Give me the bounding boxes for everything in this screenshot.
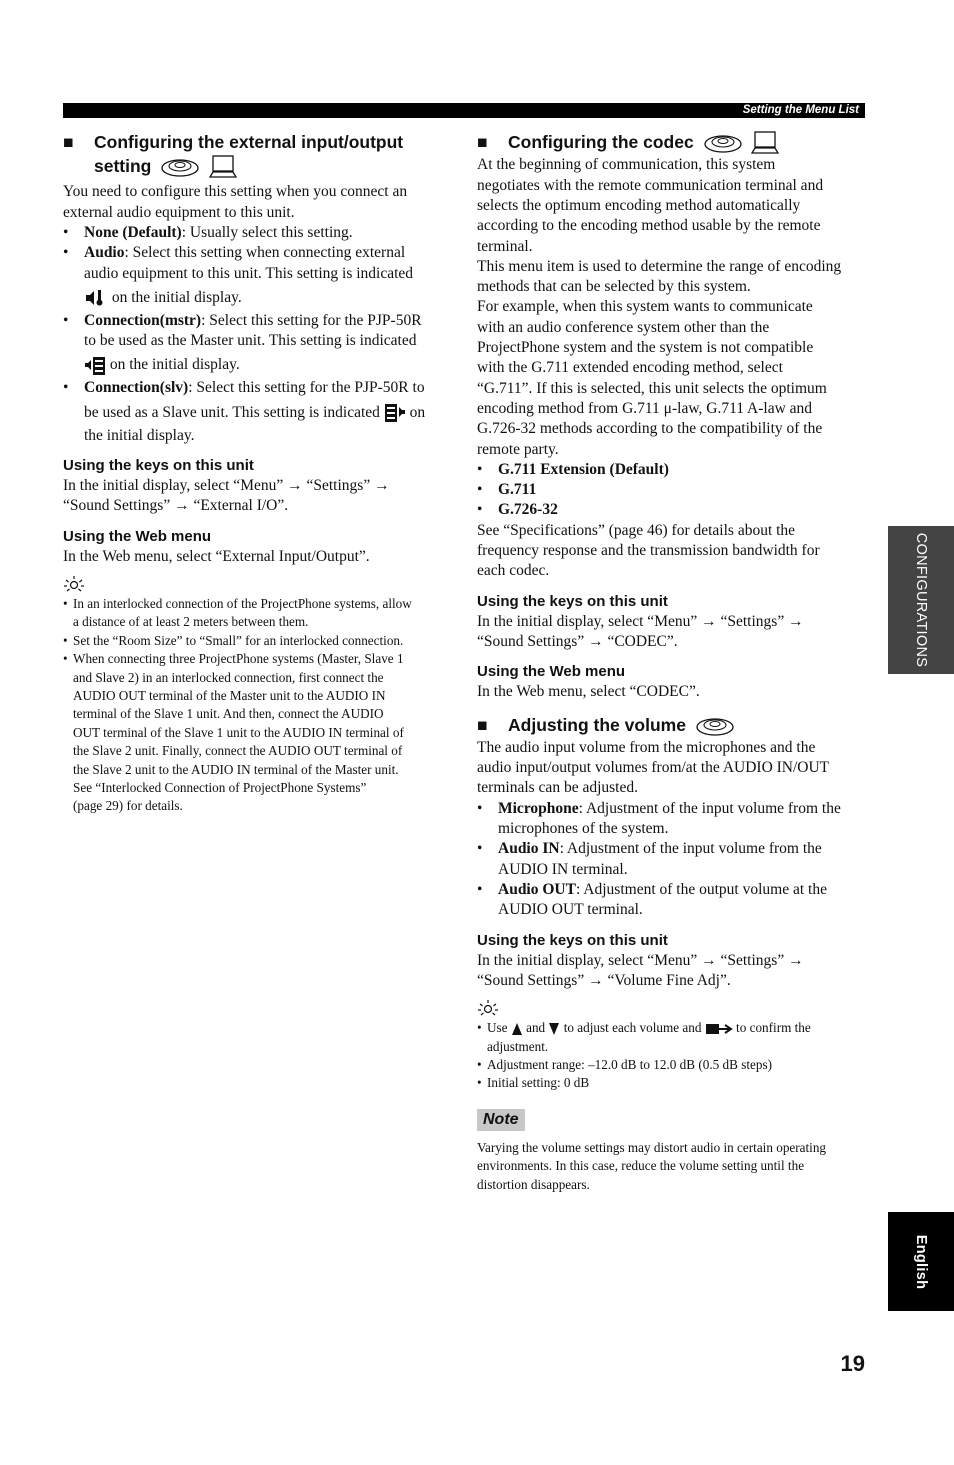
option-name: Audio OUT: [498, 880, 576, 898]
tip-text: AUDIO OUT terminal of the Master unit to the AUDIO IN: [73, 687, 386, 703]
option-list: [63, 223, 449, 446]
text-line: G.726-32 methods according to the compatibility of the: [477, 420, 823, 438]
tip-item: • Initial setting: 0 dB: [477, 1075, 590, 1091]
tip-text: Adjustment range: –12.0 dB to 12.0 dB (0.5 dB steps): [487, 1056, 772, 1072]
tip-text: a distance of at least 2 meters between them.: [73, 614, 309, 630]
tip-text: (page 29) for details.: [73, 798, 183, 814]
vkeys-line-2: “Sound Settings” → “Volume Fine Adj”.: [477, 971, 731, 989]
text-line: according to the encoding method usable by the remote: [477, 217, 821, 235]
keys-line-1: In the initial display, select “Menu” → “Settings” →: [477, 612, 804, 630]
text-line: This menu item is used to determine the range of encoding: [477, 257, 842, 275]
text-line: audio input/output volumes from/at the AUDIO IN/OUT: [477, 759, 830, 777]
tip-text: When connecting three ProjectPhone systems (Master, Slave 1: [73, 651, 404, 667]
side-tab-english: [888, 1212, 954, 1311]
option-name: Audio: [84, 244, 125, 262]
tip-text: terminal of the Slave 1 unit. And then, connect the AUDIO: [73, 706, 384, 722]
tip-text: the Slave 2 unit to the AUDIO IN terminal of the Master unit.: [73, 761, 399, 777]
vkeys-line-1: In the initial display, select “Menu” → “Settings” →: [477, 951, 804, 969]
codec-paragraph-4: [477, 521, 865, 582]
codec-paragraph-3: [477, 297, 865, 459]
list-item: • Audio OUT: Adjustment of the output volume at the AUDIO OUT terminal.: [477, 880, 827, 919]
tip-item: • In an interlocked connection of the ProjectPhone systems, allow a distance of at least 2 meters between them.: [63, 595, 412, 630]
text-line: At the beginning of communication, this system: [477, 156, 776, 174]
option-desc: on the initial display.: [108, 288, 242, 306]
option-desc: : Adjustment of the input volume from the: [578, 799, 841, 817]
enter-key-icon: [705, 1022, 733, 1036]
square-bullet-icon: ■: [63, 132, 74, 152]
codec-list: [477, 460, 865, 521]
option-name: None (Default): [84, 223, 182, 241]
heading-volume: [477, 713, 865, 738]
option-desc: : Select this setting when connecting external: [124, 244, 406, 262]
tip-item: • Use and to adjust each volume and to confirm the adjustment.: [477, 1020, 811, 1054]
intro-line-2: external audio equipment to this unit.: [63, 203, 295, 221]
tip-lightbulb-icon: [477, 999, 499, 1017]
heading-text-2: setting: [94, 156, 152, 176]
square-bullet-icon: ■: [477, 714, 488, 735]
header-bar: [63, 103, 865, 118]
option-name: Microphone: [498, 799, 579, 817]
list-item: • G.711 Extension (Default): [477, 460, 669, 478]
tip-text: Use: [487, 1020, 511, 1036]
heading-text: Configuring the codec: [508, 132, 694, 152]
list-item: • None (Default): Usually select this setting.: [63, 223, 353, 241]
option-desc: the initial display.: [84, 426, 195, 444]
option-name: Audio IN: [498, 840, 560, 858]
tip-marker: [477, 999, 865, 1019]
text-line: See “Specifications” (page 46) for details about the: [477, 521, 796, 539]
tip-text: Set the “Room Size” to “Small” for an interlocked connection.: [73, 632, 404, 648]
down-arrow-key-icon: [548, 1022, 560, 1036]
codec-name: G.711: [498, 481, 537, 499]
side-tab-configurations: [888, 526, 954, 674]
text-line: terminal.: [477, 237, 533, 255]
tip-lightbulb-icon: [63, 575, 85, 593]
option-name: Connection(slv): [84, 379, 189, 397]
codec-paragraph-2: [477, 257, 865, 298]
note-label: Note: [477, 1109, 525, 1131]
up-arrow-key-icon: [511, 1022, 523, 1036]
subheading-keys: Using the keys on this unit: [477, 592, 668, 610]
tip-item: • Adjustment range: –12.0 dB to 12.0 dB (0.5 dB steps): [477, 1056, 772, 1072]
heading-external-io: [63, 130, 449, 179]
option-desc: to be used as the Master unit. This setting is indicated: [84, 332, 417, 350]
page-number: 19: [840, 1351, 865, 1376]
volume-tips-list: [477, 1019, 865, 1093]
list-item: • Connection(mstr): Select this setting for the PJP-50R to be used as the Master unit. This setting is indicated on the initial display.: [63, 311, 449, 379]
list-item: • Audio: Select this setting when connecting external audio equipment to this unit. This setting is indicated on the initial display.: [63, 243, 449, 311]
intro-line-1: You need to configure this setting when you connect an: [63, 183, 408, 201]
audio-input-icon: [84, 288, 108, 308]
web-line-1: In the Web menu, select “CODEC”.: [477, 683, 700, 701]
text-line: with the G.711 extended encoding method, select: [477, 359, 783, 377]
conference-phone-icon: [695, 714, 735, 738]
note-text: [477, 1139, 865, 1194]
volume-paragraph: [477, 738, 865, 799]
side-tab-label: CONFIGURATIONS: [913, 532, 929, 668]
tip-text: Initial setting: 0 dB: [487, 1075, 590, 1091]
tip-text: the Slave 2 unit. Finally, connect the AUDIO OUT terminal of: [73, 743, 403, 759]
tip-text: and: [522, 1020, 549, 1036]
option-name: Connection(mstr): [84, 311, 202, 329]
note-box: [477, 1109, 865, 1131]
text-line: with an audio conference system other than the: [477, 318, 770, 336]
text-line: each codec.: [477, 562, 550, 580]
text-line: For example, when this system wants to communicate: [477, 298, 813, 316]
keys-line-2: “Sound Settings” → “External I/O”.: [63, 497, 289, 515]
option-desc: microphones of the system.: [498, 820, 669, 838]
tip-text: See “Interlocked Connection of ProjectPhone Systems”: [73, 780, 367, 795]
text-line: terminals can be adjusted.: [477, 779, 638, 797]
text-line: ProjectPhone system and the system is not compatible: [477, 339, 814, 357]
tip-item: • When connecting three ProjectPhone systems (Master, Slave 1 and Slave 2) in an interlocked connection, first connect the AUDIO OUT terminal of the Master unit to the AUDIO IN terminal of the Slave 1 unit. And then, connect the AUDIO OUT terminal of the Slave 1 unit to the AUDIO IN terminal of the Slave 2 unit. Finally, connect the AUDIO OUT terminal of the Slave 2 unit to the AUDIO IN terminal of the Master unit. See “Interlocked Connection of ProjectPhone Systems” (page 29) for details.: [63, 651, 404, 814]
codec-name: G.726-32: [498, 501, 558, 519]
heading-codec: [477, 130, 865, 155]
conference-phone-icon: [703, 131, 743, 155]
text-line: remote party.: [477, 440, 559, 458]
tip-item: • Set the “Room Size” to “Small” for an interlocked connection.: [63, 632, 404, 648]
subheading-keys-volume: Using the keys on this unit: [477, 931, 668, 949]
side-tab-label: English: [913, 1234, 929, 1289]
tips-list: [63, 595, 449, 816]
note-line: Varying the volume settings may distort audio in certain operating: [477, 1139, 827, 1155]
subheading-web: Using the Web menu: [477, 663, 626, 681]
option-desc: be used as a Slave unit. This setting is indicated: [84, 403, 384, 421]
subheading-keys: Using the keys on this unit: [63, 457, 254, 475]
tip-text: and Slave 2) in an interlocked connection, first connect the: [73, 669, 384, 685]
list-item: • G.711: [477, 481, 537, 499]
text-line: frequency response and the transmission bandwidth for: [477, 542, 820, 560]
option-desc: on: [405, 403, 426, 421]
option-desc: audio equipment to this unit. This setting is indicated: [84, 264, 414, 282]
codec-name: G.711 Extension (Default): [498, 460, 669, 478]
tip-text: to confirm the: [732, 1020, 811, 1036]
keys-line-2: “Sound Settings” → “CODEC”.: [477, 632, 678, 650]
tip-text: to adjust each volume and: [560, 1020, 705, 1036]
list-item: • Audio IN: Adjustment of the input volume from the AUDIO IN terminal.: [477, 840, 822, 878]
laptop-icon: [209, 155, 237, 179]
tip-text: In an interlocked connection of the ProjectPhone systems, allow: [73, 595, 412, 611]
slave-unit-icon: [384, 403, 406, 423]
text-line: The audio input volume from the microphones and the: [477, 738, 816, 756]
list-item: • Connection(slv): Select this setting for the PJP-50R to be used as a Slave unit. This setting is indicated on the initial display.: [63, 379, 426, 444]
note-line: distortion disappears.: [477, 1176, 590, 1192]
codec-paragraph-1: [477, 155, 865, 256]
text-line: selects the optimum encoding method automatically: [477, 196, 801, 214]
note-line: environments. In this case, reduce the volume setting until the: [477, 1158, 805, 1174]
option-desc: : Select this setting for the PJP-50R to: [188, 379, 425, 397]
option-desc: : Adjustment of the output volume at the: [575, 880, 827, 898]
option-desc: AUDIO IN terminal.: [498, 860, 628, 878]
keys-line-1: In the initial display, select “Menu” → “Settings” →: [63, 477, 390, 495]
tip-text: adjustment.: [487, 1038, 549, 1054]
web-line-1: In the Web menu, select “External Input/Output”.: [63, 547, 370, 565]
tip-marker: [63, 575, 449, 595]
list-item: • G.726-32: [477, 501, 558, 519]
option-desc: AUDIO OUT terminal.: [498, 901, 643, 919]
heading-text: Configuring the external input/output: [94, 132, 404, 152]
volume-list: [477, 799, 865, 921]
laptop-icon: [751, 131, 779, 155]
right-column: [477, 130, 865, 1194]
heading-text: Adjusting the volume: [508, 714, 686, 735]
option-desc: : Adjustment of the input volume from the: [559, 840, 822, 858]
option-desc: on the initial display.: [106, 356, 240, 374]
conference-phone-icon: [160, 155, 200, 179]
subheading-web: Using the Web menu: [63, 527, 212, 545]
tip-text: OUT terminal of the Slave 1 unit to the AUDIO IN terminal of: [73, 724, 404, 740]
text-line: negotiates with the remote communication terminal and: [477, 176, 824, 194]
text-line: encoding method from G.711 μ-law, G.711 A-law and: [477, 399, 813, 417]
list-item: • Microphone: Adjustment of the input volume from the microphones of the system.: [477, 799, 841, 838]
square-bullet-icon: ■: [477, 132, 488, 152]
left-column: [63, 130, 449, 816]
text-line: “G.711”. If this is selected, this unit selects the optimum: [477, 379, 827, 397]
section-title: Setting the Menu List: [742, 104, 859, 116]
text-line: methods that can be selected by this system.: [477, 278, 751, 296]
master-unit-icon: [84, 356, 106, 376]
option-desc: : Usually select this setting.: [181, 223, 353, 241]
option-desc: : Select this setting for the PJP-50R: [201, 311, 422, 329]
